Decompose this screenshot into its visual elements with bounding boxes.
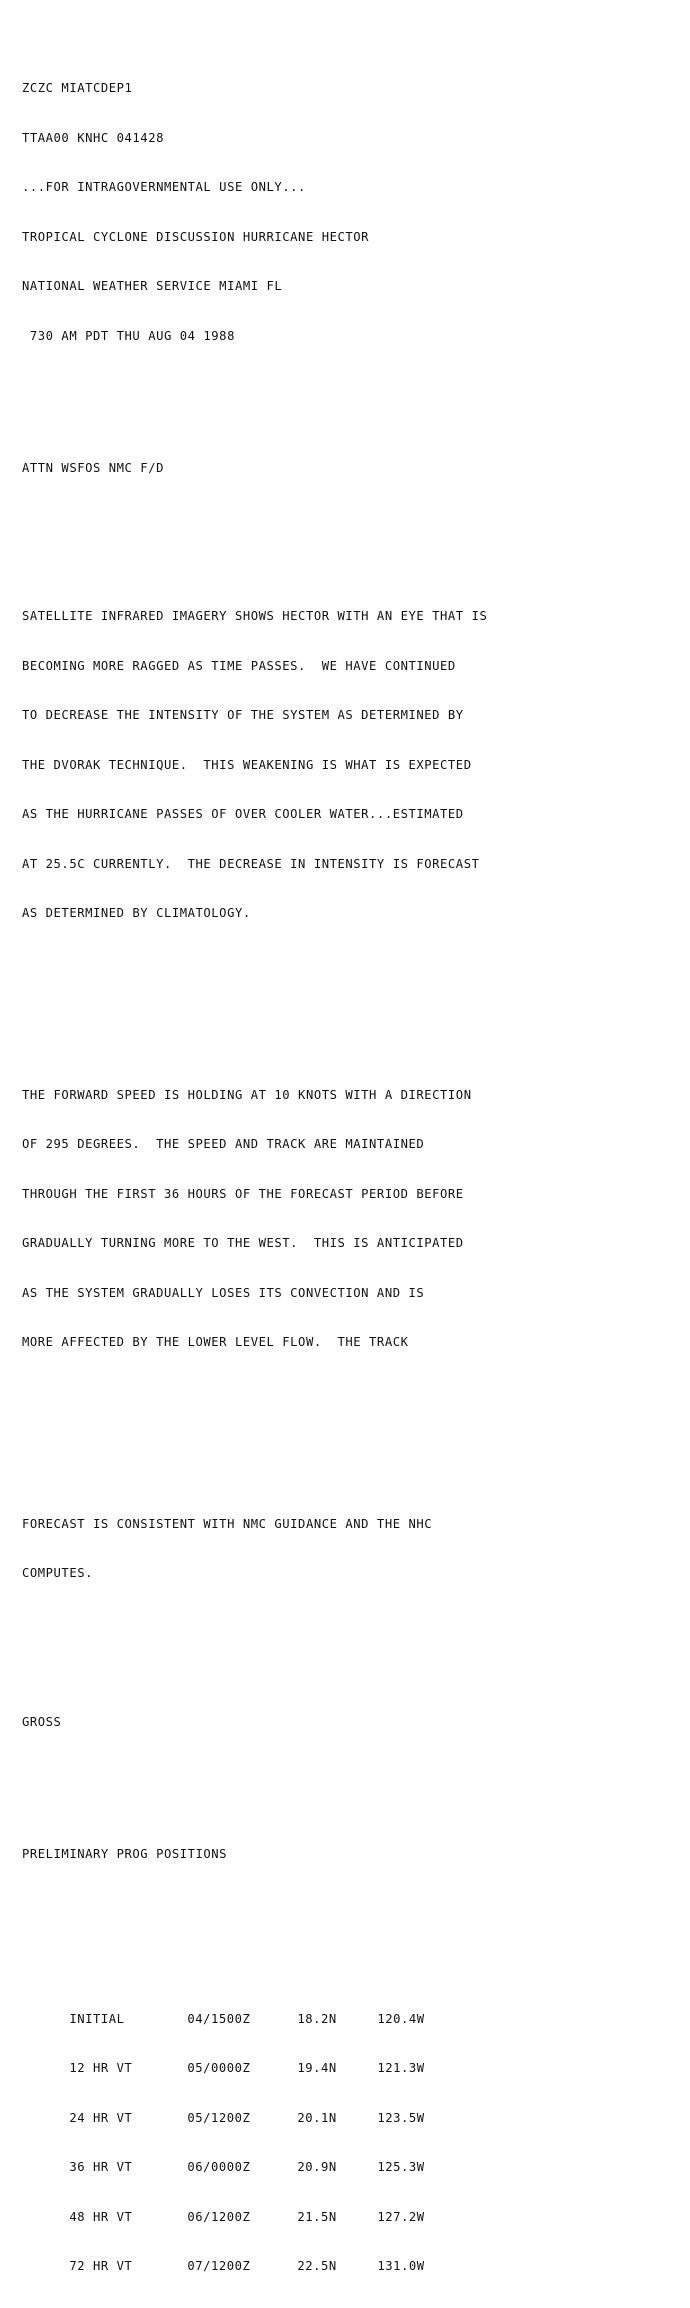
header-line: ZCZC MIATCDEP1 bbox=[22, 81, 133, 95]
spacer bbox=[22, 509, 672, 526]
prog-time: 05/0000Z bbox=[187, 2061, 251, 2075]
text-line: THROUGH THE FIRST 36 HOURS OF THE FORECAST PERIOD BEFORE bbox=[22, 1186, 464, 1201]
text-line: MORE AFFECTED BY THE LOWER LEVEL FLOW. THE TRACK bbox=[22, 1335, 409, 1349]
text-line: SATELLITE INFRARED IMAGERY SHOWS HECTOR WITH AN EYE THAT IS bbox=[22, 609, 488, 623]
header-line: TROPICAL CYCLONE DISCUSSION HURRICANE HECTOR bbox=[22, 229, 370, 244]
prog-time: 06/0000Z bbox=[187, 2160, 251, 2174]
prog-lon: 125.3W bbox=[377, 2160, 425, 2174]
paragraph-track bbox=[22, 1054, 672, 1384]
prog-lon: 120.4W bbox=[377, 2011, 425, 2026]
spacer bbox=[22, 410, 672, 427]
text-line: TO DECREASE THE INTENSITY OF THE SYSTEM AS DETERMINED BY bbox=[22, 708, 464, 722]
prog-label: INITIAL bbox=[69, 2011, 125, 2026]
prog-lat: 22.5N bbox=[297, 2259, 337, 2273]
prog-positions-table bbox=[22, 1961, 672, 2291]
prog-label: 24 HR VT bbox=[69, 2110, 133, 2125]
prog-lon: 127.2W bbox=[377, 2209, 425, 2224]
prog-row bbox=[22, 2093, 672, 2125]
message-header bbox=[22, 47, 672, 377]
header-line: 730 AM PDT THU AUG 04 1988 bbox=[22, 328, 235, 343]
prog-lat: 18.2N bbox=[297, 2011, 337, 2026]
prog-label: 36 HR VT bbox=[69, 2160, 133, 2174]
prog-time: 06/1200Z bbox=[187, 2209, 251, 2224]
text-line: OF 295 DEGREES. THE SPEED AND TRACK ARE MAINTAINED bbox=[22, 1137, 425, 1151]
spacer bbox=[22, 988, 672, 1005]
text-line: COMPUTES. bbox=[22, 1566, 93, 1580]
text-line: AS DETERMINED BY CLIMATOLOGY. bbox=[22, 906, 251, 920]
discussion-document bbox=[22, 14, 672, 2308]
paragraph-intensity bbox=[22, 575, 672, 955]
text-line: AT 25.5C CURRENTLY. THE DECREASE IN INTENSITY IS FORECAST bbox=[22, 856, 480, 871]
prog-time: 07/1200Z bbox=[187, 2259, 251, 2273]
prog-lat: 20.9N bbox=[297, 2160, 337, 2174]
header-line: ...FOR INTRAGOVERNMENTAL USE ONLY... bbox=[22, 180, 306, 194]
spacer bbox=[22, 1763, 672, 1796]
header-line: NATIONAL WEATHER SERVICE MIAMI FL bbox=[22, 279, 283, 293]
prog-label: 72 HR VT bbox=[69, 2259, 133, 2273]
prog-lon: 121.3W bbox=[377, 2061, 425, 2075]
spacer bbox=[22, 1895, 672, 1912]
text-line: THE DVORAK TECHNIQUE. THIS WEAKENING IS WHAT IS EXPECTED bbox=[22, 757, 472, 772]
spacer bbox=[22, 1648, 672, 1665]
prog-time: 05/1200Z bbox=[187, 2110, 251, 2125]
prog-row bbox=[22, 2044, 672, 2075]
prog-lat: 19.4N bbox=[297, 2061, 337, 2075]
text-line: AS THE HURRICANE PASSES OF OVER COOLER WATER...ESTIMATED bbox=[22, 807, 464, 821]
prog-lon: 131.0W bbox=[377, 2259, 425, 2273]
text-line: THE FORWARD SPEED IS HOLDING AT 10 KNOTS WITH A DIRECTION bbox=[22, 1087, 472, 1102]
prog-title: PRELIMINARY PROG POSITIONS bbox=[22, 1846, 228, 1861]
attn-line: ATTN WSFOS NMC F/D bbox=[22, 460, 164, 475]
prog-lat: 20.1N bbox=[297, 2110, 337, 2125]
text-line: AS THE SYSTEM GRADUALLY LOSES ITS CONVECTION AND IS bbox=[22, 1285, 425, 1300]
prog-row bbox=[22, 2242, 672, 2273]
prog-lat: 21.5N bbox=[297, 2209, 337, 2224]
paragraph-forecast bbox=[22, 1483, 672, 1615]
prog-label: 12 HR VT bbox=[69, 2061, 133, 2075]
prog-time: 04/1500Z bbox=[187, 2011, 251, 2026]
prog-lon: 123.5W bbox=[377, 2110, 425, 2125]
prog-row bbox=[22, 1994, 672, 2026]
spacer bbox=[22, 1417, 672, 1434]
header-line: TTAA00 KNHC 041428 bbox=[22, 130, 164, 145]
prog-row bbox=[22, 2192, 672, 2224]
text-line: BECOMING MORE RAGGED AS TIME PASSES. WE HAVE CONTINUED bbox=[22, 658, 456, 673]
text-line: GRADUALLY TURNING MORE TO THE WEST. THIS IS ANTICIPATED bbox=[22, 1236, 464, 1250]
prog-row bbox=[22, 2143, 672, 2174]
text-line: FORECAST IS CONSISTENT WITH NMC GUIDANCE AND THE NHC bbox=[22, 1516, 433, 1531]
prog-label: 48 HR VT bbox=[69, 2209, 133, 2224]
signature: GROSS bbox=[22, 1714, 62, 1729]
